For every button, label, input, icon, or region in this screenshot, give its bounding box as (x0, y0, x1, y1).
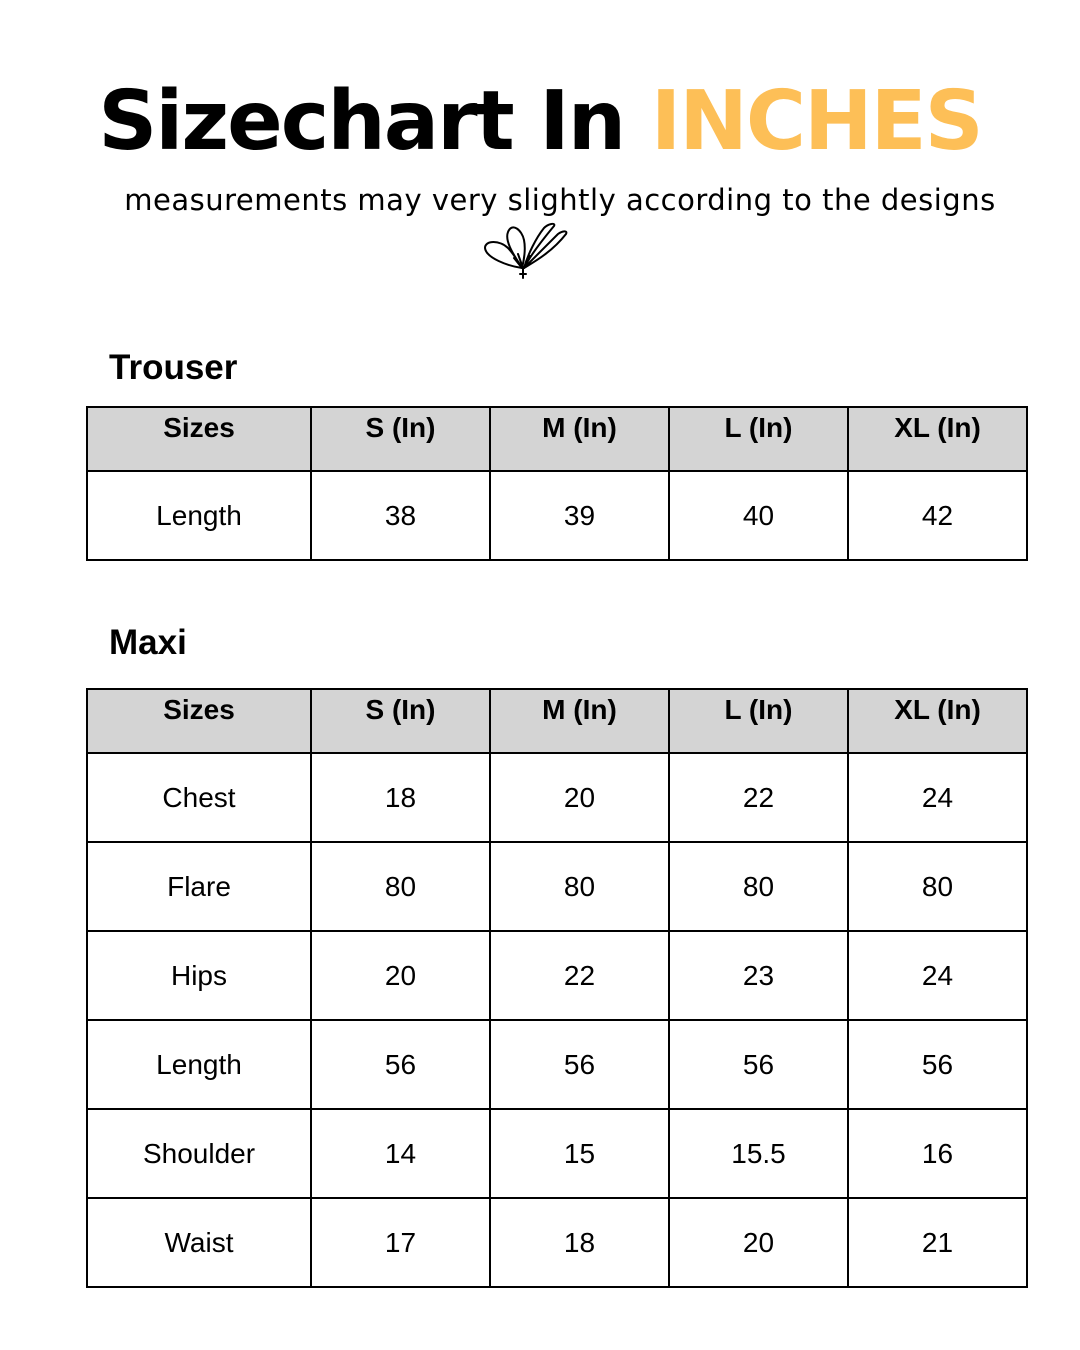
table-cell: 38 (311, 471, 490, 560)
table-row (87, 1109, 1027, 1198)
title-accent: INCHES (650, 74, 982, 169)
measurement-label: Shoulder (87, 1109, 311, 1198)
table-header-row (87, 407, 1027, 471)
table-row (87, 842, 1027, 931)
table-cell: 22 (669, 753, 848, 842)
section-title-trouser: Trouser (109, 348, 238, 387)
column-header: Sizes (87, 407, 311, 471)
table-cell: 23 (669, 931, 848, 1020)
section-title-maxi: Maxi (109, 623, 187, 662)
table-cell: 14 (311, 1109, 490, 1198)
table-cell: 24 (848, 753, 1027, 842)
table-cell: 17 (311, 1198, 490, 1287)
column-header: XL (In) (848, 407, 1027, 471)
table-cell: 21 (848, 1198, 1027, 1287)
table-cell: 80 (490, 842, 669, 931)
table-cell: 18 (311, 753, 490, 842)
column-header: L (In) (669, 689, 848, 753)
measurement-label: Flare (87, 842, 311, 931)
column-header: XL (In) (848, 689, 1027, 753)
table-cell: 16 (848, 1109, 1027, 1198)
table-cell: 40 (669, 471, 848, 560)
table-cell: 56 (848, 1020, 1027, 1109)
table-cell: 20 (490, 753, 669, 842)
column-header: M (In) (490, 407, 669, 471)
table-cell: 20 (311, 931, 490, 1020)
table-cell: 15.5 (669, 1109, 848, 1198)
table-cell: 20 (669, 1198, 848, 1287)
column-header: S (In) (311, 407, 490, 471)
table-cell: 22 (490, 931, 669, 1020)
column-header: S (In) (311, 689, 490, 753)
column-header: M (In) (490, 689, 669, 753)
table-cell: 39 (490, 471, 669, 560)
table-cell: 80 (848, 842, 1027, 931)
trouser-size-table (86, 406, 1028, 561)
table-cell: 56 (311, 1020, 490, 1109)
flower-icon (478, 218, 572, 282)
table-row (87, 753, 1027, 842)
table-row (87, 931, 1027, 1020)
table-header-row (87, 689, 1027, 753)
table-row (87, 1020, 1027, 1109)
table-cell: 80 (311, 842, 490, 931)
table-cell: 56 (669, 1020, 848, 1109)
measurement-label: Chest (87, 753, 311, 842)
table-cell: 24 (848, 931, 1027, 1020)
maxi-size-table (86, 688, 1028, 1288)
page-title (0, 72, 1080, 172)
table-cell: 42 (848, 471, 1027, 560)
table-cell: 15 (490, 1109, 669, 1198)
measurement-label: Length (87, 471, 311, 560)
table-cell: 56 (490, 1020, 669, 1109)
table-row (87, 1198, 1027, 1287)
table-cell: 80 (669, 842, 848, 931)
page-subtitle: measurements may very slightly according to the designs (124, 183, 996, 217)
measurement-label: Length (87, 1020, 311, 1109)
table-row (87, 471, 1027, 560)
title-main: Sizechart In (98, 74, 625, 169)
column-header: Sizes (87, 689, 311, 753)
table-cell: 18 (490, 1198, 669, 1287)
column-header: L (In) (669, 407, 848, 471)
measurement-label: Waist (87, 1198, 311, 1287)
measurement-label: Hips (87, 931, 311, 1020)
